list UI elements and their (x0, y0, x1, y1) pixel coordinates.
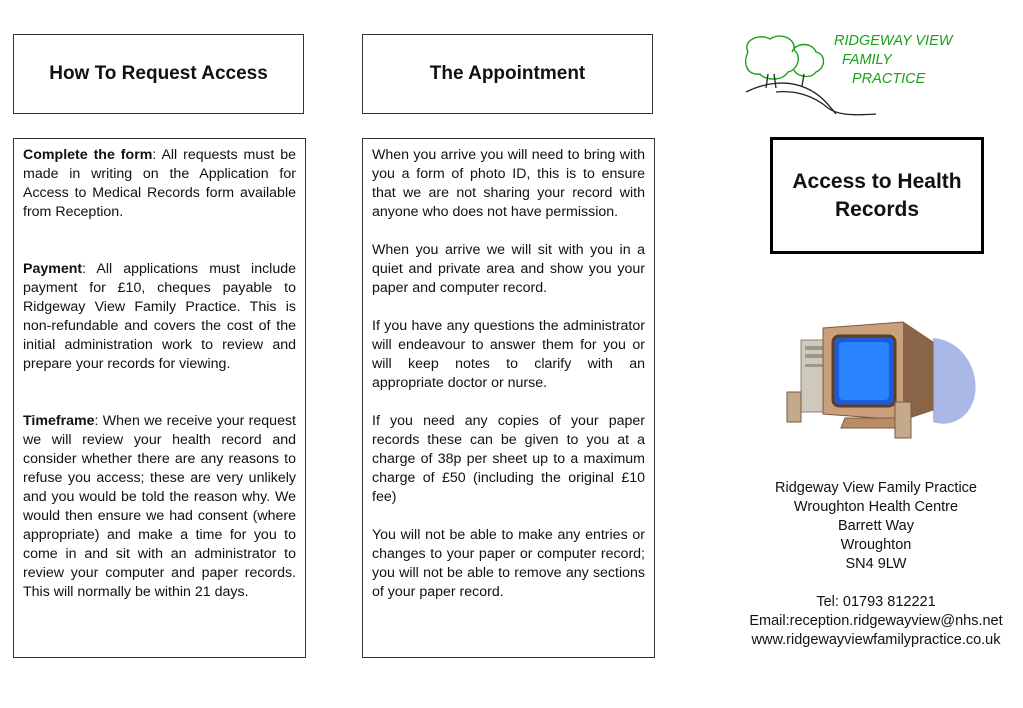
appointment-p1: When you arrive you will need to bring with you a form of photo ID, this is to ensure that we are not sharing your record with anyone who does not have permission. (372, 147, 645, 220)
appointment-p2: When you arrive we will sit with you in a quiet and private area and show you your paper and computer record. (372, 242, 645, 296)
complete-form-paragraph (23, 146, 296, 222)
appointment-p3: If you have any questions the administrator will endeavour to answer them for you or will keep notes to clarify with an appropriate doctor or nurse. (372, 318, 645, 391)
payment-text: : All applications must include payment for £10, cheques payable to Ridgeway View Family Practice. This is non-refundable and covers the cost of the initial administration work to review and prepare your records for viewing. (23, 261, 296, 372)
complete-form-label: Complete the form (23, 147, 153, 163)
appointment-text-box (362, 138, 655, 658)
logo-line-2: FAMILY (842, 52, 892, 68)
logo-line-3: PRACTICE (852, 71, 926, 87)
appointment-p5: You will not be able to make any entries or changes to your paper or computer record; you will not be able to remove any sections of your paper record. (372, 527, 645, 600)
computer-icon (783, 318, 979, 442)
how-to-request-heading: How To Request Access (49, 63, 268, 84)
street: Barrett Way (837, 518, 914, 534)
contact-details (733, 479, 1019, 650)
appointment-heading: The Appointment (429, 63, 586, 84)
timeframe-label: Timeframe (23, 413, 95, 429)
appointment-p4: If you need any copies of your paper records these can be given to you at a charge of 38p per sheet up to a maximum charge of £50 (including the original £10 fee) (372, 413, 645, 505)
how-to-request-heading-box (13, 34, 304, 114)
payment-label: Payment (23, 261, 83, 277)
document-title (792, 168, 961, 224)
logo-line-1: RIDGEWAY VIEW (834, 33, 953, 49)
title-box (770, 137, 984, 254)
payment-paragraph (23, 260, 296, 374)
town: Wroughton (840, 537, 912, 553)
postcode: SN4 9LW (845, 556, 907, 572)
how-to-request-text-box (13, 138, 306, 658)
website: www.ridgewayviewfamilypractice.co.uk (751, 632, 1001, 648)
timeframe-paragraph (23, 412, 296, 602)
appointment-heading-box (362, 34, 653, 114)
complete-form-text: : All requests must be made in writing on the Application for Access to Medical Records form available from Reception. (23, 147, 296, 220)
practice-name: Ridgeway View Family Practice (775, 480, 977, 496)
health-centre: Wroughton Health Centre (793, 499, 959, 515)
email: Email:reception.ridgewayview@nhs.net (749, 613, 1003, 629)
title-line-2: Records (834, 197, 919, 221)
telephone: Tel: 01793 812221 (816, 594, 936, 610)
timeframe-text: : When we receive your request we will review your health record and consider whether there are any reasons to refuse you access; these are very unlikely and you would be told the reason why. We would then ensure we had consent (where appropriate) and make a time for you to come in and sit with an administrator to review your computer and paper records. This will normally be within 21 days. (23, 413, 296, 600)
title-line-1: Access to Health (792, 169, 962, 193)
